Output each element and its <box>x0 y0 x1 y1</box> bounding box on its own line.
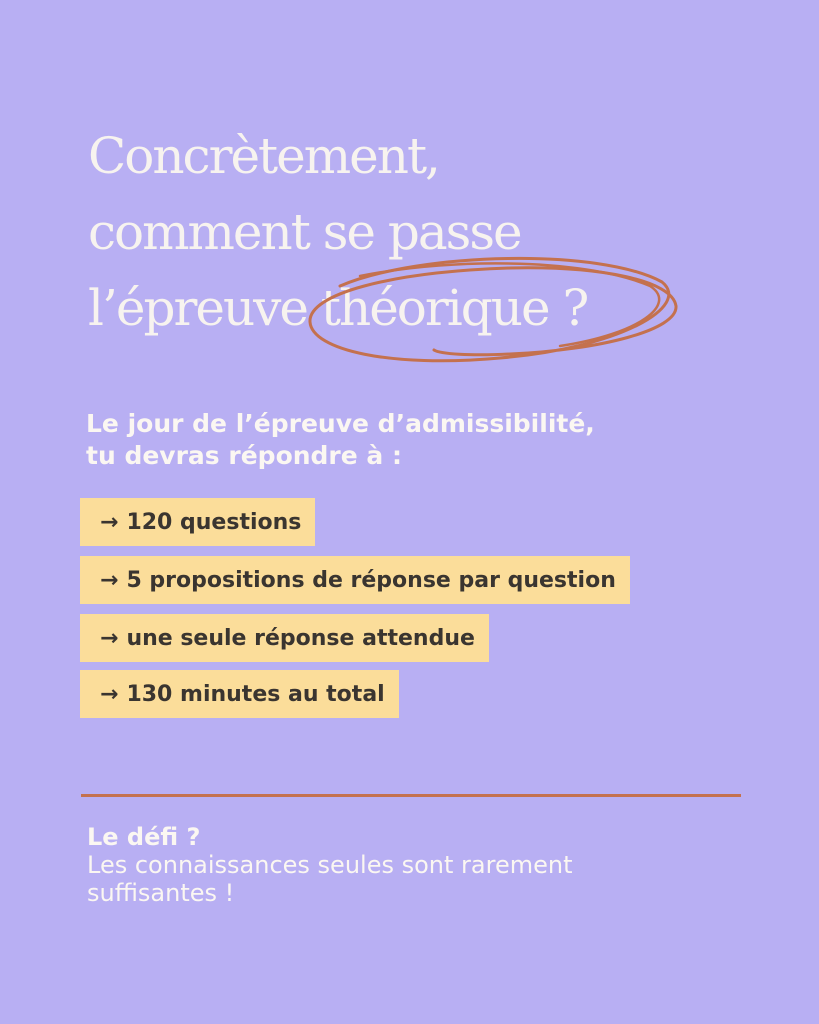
page-title <box>88 118 768 346</box>
list-item-text: 5 propositions de réponse par question <box>126 567 616 593</box>
title-line-1: Concrètement, <box>88 127 439 185</box>
list-item-text: 130 minutes au total <box>126 681 385 707</box>
list-item-text: 120 questions <box>126 509 302 535</box>
list-item <box>80 614 489 662</box>
list-item <box>80 498 315 546</box>
list-item <box>80 670 399 718</box>
intro-text <box>86 408 595 472</box>
title-line-2: comment se passe <box>88 203 521 261</box>
defi-title: Le défi ? <box>87 823 201 851</box>
arrow-right-icon: → <box>100 509 119 535</box>
intro-line-1: Le jour de l’épreuve d’admissibilité, <box>86 409 595 438</box>
divider <box>81 794 741 797</box>
list-item-text: une seule réponse attendue <box>126 625 475 651</box>
intro-line-2: tu devras répondre à : <box>86 441 402 470</box>
arrow-right-icon: → <box>100 681 119 707</box>
defi-body: Les connaissances seules sont rarement suffisantes ! <box>87 851 573 907</box>
title-line-3: l’épreuve théorique ? <box>88 279 588 337</box>
arrow-right-icon: → <box>100 625 119 651</box>
list-item <box>80 556 630 604</box>
arrow-right-icon: → <box>100 567 119 593</box>
defi-block <box>87 823 707 907</box>
